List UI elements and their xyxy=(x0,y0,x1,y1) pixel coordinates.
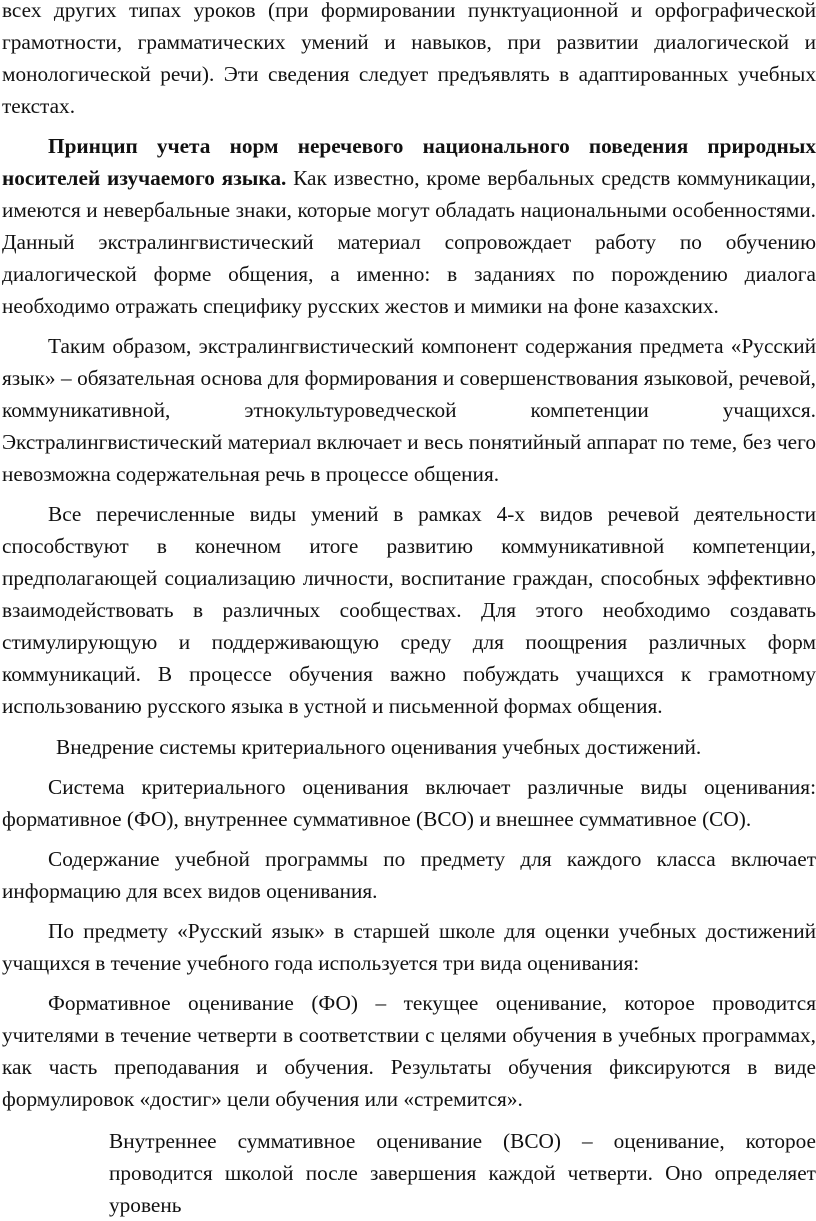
paragraph-conclusion: Таким образом, экстралингвистический компонент содержания предмета «Русский язык» – обязательная основа для формирования и совершенствования языковой, речевой, коммуникативной, этнокультуроведческой компетенции учащихся. Экстралингвистический материал включает и весь понятийный аппарат по теме, без чего невозможна содержательная речь в процессе общения. xyxy=(2,334,816,486)
principle-heading: Принцип учета норм неречевого национального поведения природных носителей изучаемого языка. xyxy=(2,134,816,190)
paragraph-continuation: всех других типах уроков (при формировании пунктуационной и орфографической грамотности, грамматических умений и навыков, при развитии диалогической и монологической речи). Эти сведения следует предъявлять в адаптированных учебных текстах. xyxy=(2,0,816,118)
paragraph-principle xyxy=(2,130,816,322)
paragraph-three-types: По предмету «Русский язык» в старшей школе для оценки учебных достижений учащихся в течение учебного года используется три вида оценивания: xyxy=(2,919,816,975)
paragraph-formative: Формативное оценивание (ФО) – текущее оценивание, которое проводится учителями в течение четверти в соответствии с целями обучения в учебных программах, как часть преподавания и обучения. Результаты обучения фиксируются в виде формулировок «достиг» цели обучения или «стремится». xyxy=(2,991,816,1111)
paragraph-program-content: Содержание учебной программы по предмету для каждого класса включает информацию для всех видов оценивания. xyxy=(2,847,816,903)
paragraph-internal-summative: Внутреннее суммативное оценивание (ВСО) – оценивание, которое проводится школой после завершения каждой четверти. Оно определяет уровень xyxy=(109,1129,816,1217)
paragraph-skills: Все перечисленные виды умений в рамках 4-х видов речевой деятельности способствуют в конечном итоге развитию коммуникативной компетенции, предполагающей социализацию личности, воспитание граждан, способных эффективно взаимодействовать в различных сообществах. Для этого необходимо создавать стимулирующую и поддерживающую среду для поощрения различных форм коммуникаций. В процессе обучения важно побуждать учащихся к грамотному использованию русского языка в устной и письменной формах общения. xyxy=(2,502,816,718)
paragraph-assessment-heading: Внедрение системы критериального оценивания учебных достижений. xyxy=(56,735,702,759)
principle-text: Как известно, кроме вербальных средств коммуникации, имеются и невербальные знаки, которые могут обладать национальными особенностями. Данный экстралингвистический материал сопровождает работу по обучению диалогической форме общения, а именно: в заданиях по порождению диалога необходимо отражать специфику русских жестов и мимики на фоне казахских. xyxy=(2,166,816,318)
paragraph-assessment-system: Система критериального оценивания включает различные виды оценивания: формативное (ФО), внутреннее суммативное (ВСО) и внешнее суммативное (СО). xyxy=(2,775,816,831)
